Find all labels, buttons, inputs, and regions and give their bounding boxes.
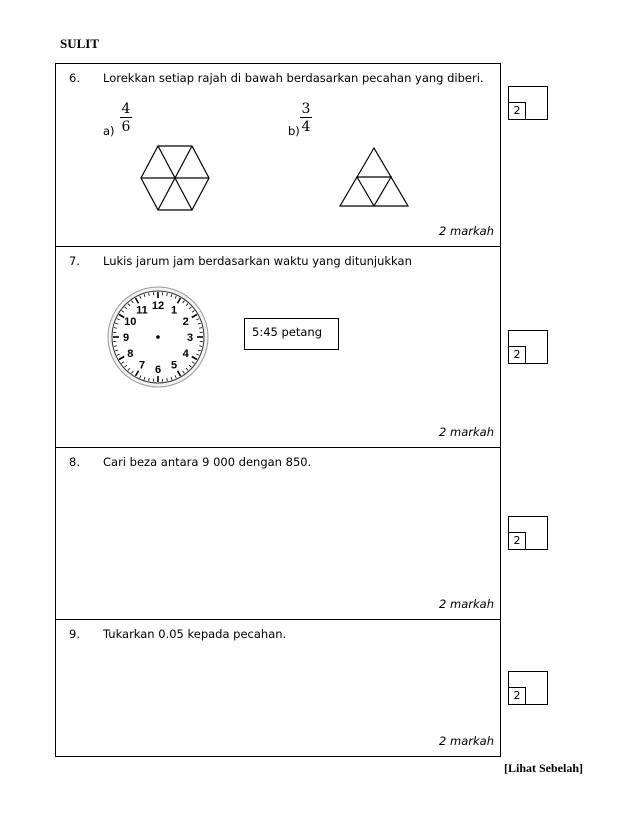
- fraction-denominator: 6: [121, 119, 131, 135]
- clock-number: 3: [186, 332, 194, 344]
- marks-label: 2 markah: [439, 597, 494, 611]
- clock-number: 12: [151, 300, 165, 312]
- fraction-numerator: 3: [301, 101, 311, 117]
- clock-number: 4: [182, 348, 189, 360]
- score-max: 2: [509, 687, 526, 704]
- question-number: 9.: [69, 627, 80, 641]
- fraction-b: [299, 102, 313, 134]
- question-7: [56, 246, 500, 447]
- score-box[interactable]: [508, 671, 548, 705]
- answer-area[interactable]: [96, 478, 476, 588]
- time-text: 5:45 petang: [252, 325, 322, 339]
- score-max: 2: [509, 532, 526, 549]
- question-text: Lukis jarum jam berdasarkan waktu yang ditunjukkan: [103, 254, 412, 268]
- question-8: [56, 447, 500, 619]
- question-table: [55, 63, 501, 757]
- clock-number: 8: [127, 348, 134, 360]
- clock-number: 2: [182, 316, 189, 328]
- triangle-shape[interactable]: [338, 146, 410, 208]
- score-box[interactable]: [508, 86, 548, 120]
- header-sulit: SULIT: [60, 36, 100, 51]
- clock-number: 11: [136, 304, 148, 317]
- marks-label: 2 markah: [439, 734, 494, 748]
- question-6: [56, 64, 500, 246]
- fraction-numerator: 4: [121, 101, 131, 117]
- time-box: [244, 318, 339, 350]
- fraction-denominator: 4: [301, 119, 311, 135]
- score-box[interactable]: [508, 330, 548, 364]
- score-max: 2: [509, 102, 526, 119]
- fraction-a: [119, 102, 133, 134]
- score-box[interactable]: [508, 516, 548, 550]
- clock-number: 5: [170, 359, 178, 372]
- question-number: 7.: [69, 254, 80, 268]
- answer-area[interactable]: [96, 650, 476, 730]
- question-number: 8.: [69, 455, 80, 469]
- clock-center: [156, 335, 160, 339]
- marks-label: 2 markah: [439, 425, 494, 439]
- part-a-label: a): [103, 124, 115, 138]
- clock-number: 9: [122, 332, 130, 344]
- hexagon-shape[interactable]: [139, 144, 211, 212]
- clock-face[interactable]: [106, 285, 210, 389]
- footer-lihat-sebelah: [Lihat Sebelah]: [504, 761, 584, 775]
- clock-number: 10: [124, 316, 137, 328]
- score-max: 2: [509, 346, 526, 363]
- question-text: Tukarkan 0.05 kepada pecahan.: [103, 627, 287, 641]
- clock-number: 1: [170, 304, 178, 317]
- question-text: Lorekkan setiap rajah di bawah berdasarkan pecahan yang diberi.: [103, 71, 484, 85]
- question-text: Cari beza antara 9 000 dengan 850.: [103, 455, 312, 469]
- part-b-label: b): [288, 124, 300, 138]
- clock-number: 6: [154, 364, 162, 376]
- question-9: [56, 619, 500, 756]
- marks-label: 2 markah: [439, 224, 494, 238]
- clock-number: 7: [138, 359, 146, 372]
- question-number: 6.: [69, 71, 80, 85]
